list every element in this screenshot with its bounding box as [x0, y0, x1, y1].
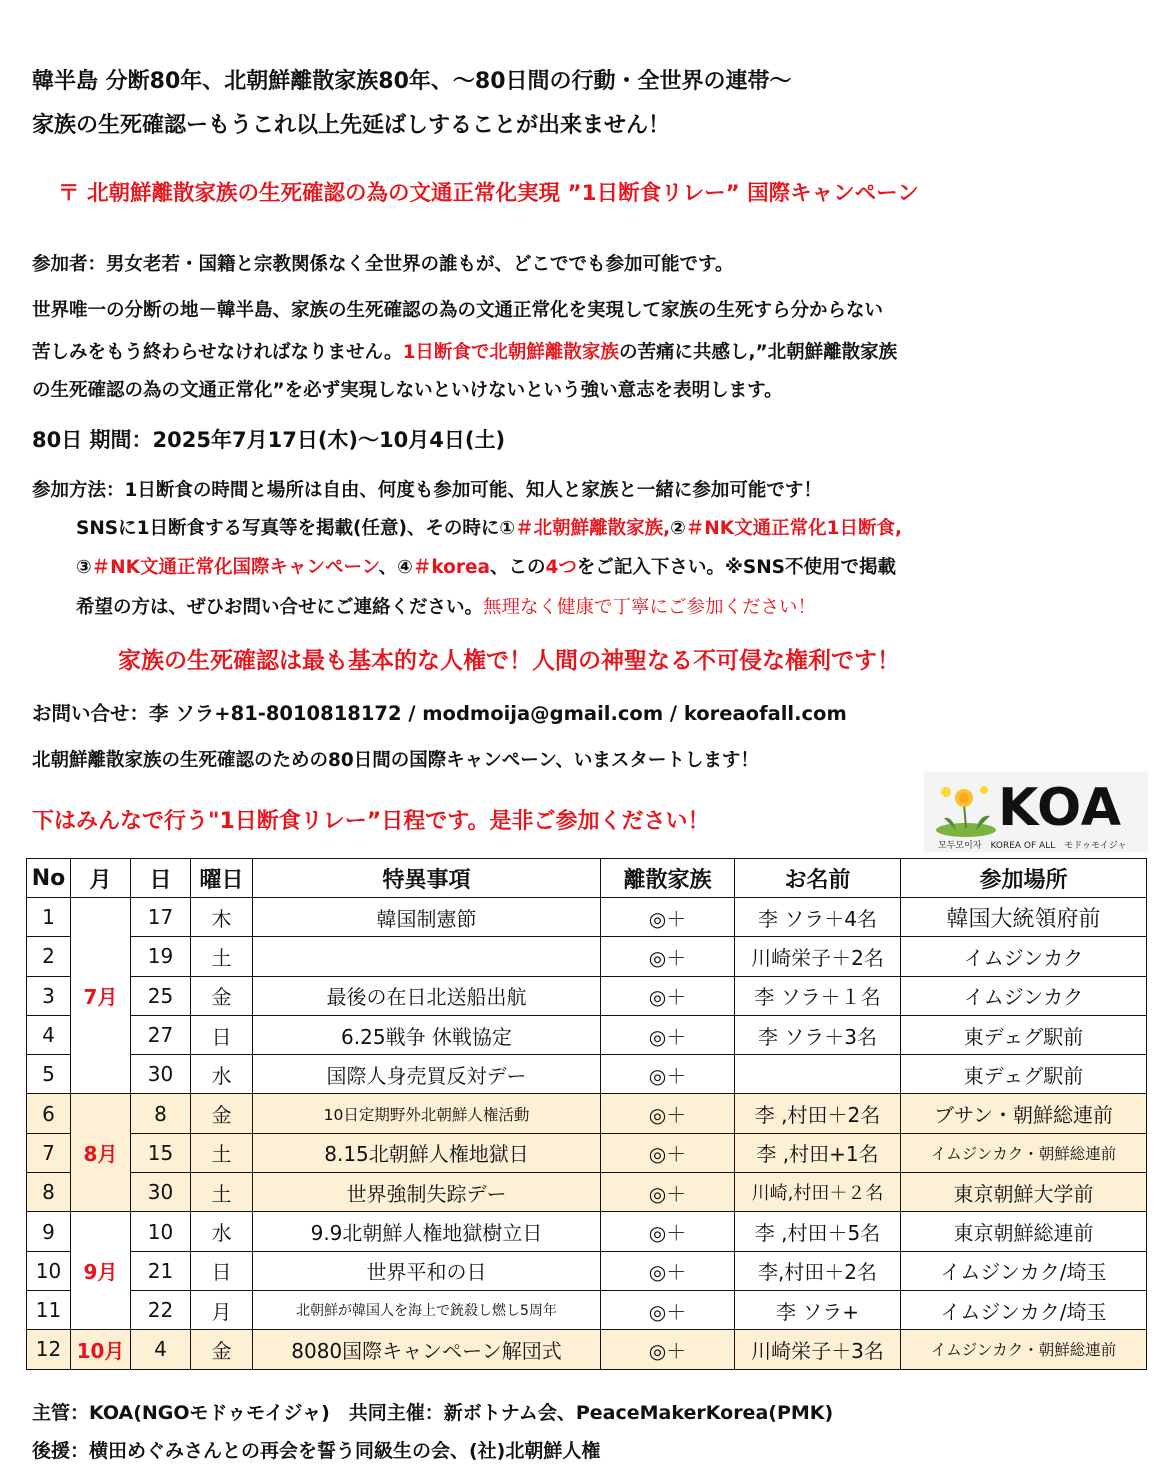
cell-name — [735, 1055, 901, 1094]
schedule-table — [26, 858, 1147, 1370]
cell-place: イムジンカク — [901, 937, 1147, 976]
cell-weekday: 木 — [191, 898, 253, 937]
cell-family: ◎＋ — [601, 1251, 735, 1290]
cell-family: ◎＋ — [601, 1212, 735, 1251]
body-line-1: 世界唯一の分断の地－韓半島、家族の生死確認の為の文通正常化を実現して家族の生死すら分からない — [32, 300, 884, 321]
cell-no: 9 — [27, 1212, 71, 1251]
body-line-2-b: の苦痛に共感し,”北朝鮮離散家族 — [618, 342, 898, 363]
method-line-4 — [76, 593, 816, 619]
cell-place: イムジンカク・朝鮮総連前 — [901, 1330, 1147, 1369]
logo-subtitle: 모두모이자 KOREA OF ALL モドゥモイジャ — [938, 841, 1127, 851]
cell-no: 3 — [27, 976, 71, 1015]
rights-statement: 家族の生死確認は最も基本的な人権で！人間の神聖なる不可侵な権利です！ — [118, 648, 900, 674]
cell-event: 国際人身売買反対デー — [253, 1055, 601, 1094]
cell-place: 東デェグ駅前 — [901, 1015, 1147, 1054]
cell-day: 4 — [131, 1330, 191, 1369]
header-place: 参加場所 — [901, 859, 1147, 898]
cell-family: ◎＋ — [601, 1133, 735, 1172]
cell-day: 19 — [131, 937, 191, 976]
cell-day: 27 — [131, 1015, 191, 1054]
header-name: お名前 — [735, 859, 901, 898]
method-line-3-c: 、この — [490, 557, 546, 578]
cell-no: 11 — [27, 1290, 71, 1329]
cell-event: 6.25戦争 休戦協定 — [253, 1015, 601, 1054]
table-row — [27, 1330, 1147, 1369]
cell-name: 李 ソラ＋4名 — [735, 898, 901, 937]
cell-no: 12 — [27, 1330, 71, 1369]
cell-day: 30 — [131, 1055, 191, 1094]
footer-support: 後援：横田めぐみさんとの再会を誓う同級生の会、(社)北朝鮮人権 — [32, 1440, 601, 1462]
cell-place: ブサン・朝鮮総連前 — [901, 1094, 1147, 1133]
cell-day: 10 — [131, 1212, 191, 1251]
cell-day: 25 — [131, 976, 191, 1015]
method-line-1: 参加方法：1日断食の時間と場所は自由、何度も参加可能、知人と家族と一緒に参加可能です！ — [32, 480, 822, 501]
cell-event: 韓国制憲節 — [253, 898, 601, 937]
cell-name: 李 ,村田＋5名 — [735, 1212, 901, 1251]
cell-weekday: 金 — [191, 1094, 253, 1133]
table-row — [27, 898, 1147, 937]
contact-info: お問い合せ：李 ソラ+81-8010818172 / modmoija@gmail.com / koreaofall.com — [32, 702, 847, 725]
table-row — [27, 1212, 1147, 1251]
cell-place: イムジンカク/埼玉 — [901, 1290, 1147, 1329]
campaign-title: 〒 北朝鮮離散家族の生死確認の為の文通正常化実現 ”1日断食リレー” 国際キャンペーン — [58, 181, 919, 206]
cell-family: ◎＋ — [601, 1015, 735, 1054]
cell-weekday: 土 — [191, 1173, 253, 1212]
hashtag-1: ＃北朝鮮離散家族, — [515, 518, 671, 539]
footer-organizers: 主管：KOA(NGOモドゥモイジャ) 共同主催：新ボトナム会、PeaceMakerKorea(PMK) — [32, 1402, 834, 1424]
header-no: No — [27, 859, 71, 898]
cell-weekday: 金 — [191, 1330, 253, 1369]
table-row — [27, 937, 1147, 976]
cell-family: ◎＋ — [601, 976, 735, 1015]
cell-weekday: 土 — [191, 937, 253, 976]
cell-name: 川崎栄子＋3名 — [735, 1330, 901, 1369]
header-line-1: 韓半島 分断80年、北朝鮮離散家族80年、～80日間の行動・全世界の連帯～ — [32, 69, 792, 94]
cell-event: 北朝鮮が韓国人を海上で銃殺し燃し5周年 — [253, 1290, 601, 1329]
cell-day: 15 — [131, 1133, 191, 1172]
body-line-2-highlight: 1日断食で北朝鮮離散家族 — [402, 342, 619, 363]
cell-no: 2 — [27, 937, 71, 976]
cell-event: 世界強制失踪デー — [253, 1173, 601, 1212]
cell-event — [253, 937, 601, 976]
cell-name: 川崎,村田＋２名 — [735, 1173, 901, 1212]
cell-no: 10 — [27, 1251, 71, 1290]
cell-event: 8.15北朝鮮人権地獄日 — [253, 1133, 601, 1172]
method-line-4-a: 希望の方は、ぜひお問い合せにご連絡ください。 — [76, 597, 484, 618]
cell-weekday: 水 — [191, 1055, 253, 1094]
cell-no: 4 — [27, 1015, 71, 1054]
cell-event: 世界平和の日 — [253, 1251, 601, 1290]
cell-place: 東デェグ駅前 — [901, 1055, 1147, 1094]
cell-place: 韓国大統領府前 — [901, 898, 1147, 937]
cell-weekday: 日 — [191, 1015, 253, 1054]
table-row — [27, 1015, 1147, 1054]
cell-place: イムジンカク/埼玉 — [901, 1251, 1147, 1290]
method-line-2 — [76, 514, 902, 540]
cell-family: ◎＋ — [601, 1173, 735, 1212]
participants-text: 参加者：男女老若・国籍と宗教関係なく全世界の誰もが、どこででも参加可能です。 — [32, 254, 734, 275]
table-header-row — [27, 859, 1147, 898]
four-count: 4つ — [545, 557, 577, 578]
table-row — [27, 976, 1147, 1015]
method-line-2-b: ② — [670, 518, 686, 539]
cell-month-july: 7月 — [71, 898, 131, 1094]
header-day: 日 — [131, 859, 191, 898]
body-line-2 — [32, 338, 897, 364]
cell-weekday: 月 — [191, 1290, 253, 1329]
cell-month-october: 10月 — [71, 1330, 131, 1369]
header-weekday: 曜日 — [191, 859, 253, 898]
cell-no: 8 — [27, 1173, 71, 1212]
cell-family: ◎＋ — [601, 1055, 735, 1094]
cell-day: 17 — [131, 898, 191, 937]
method-line-3-b: 、④ — [378, 557, 413, 578]
cell-weekday: 日 — [191, 1251, 253, 1290]
table-row — [27, 1173, 1147, 1212]
table-row — [27, 1055, 1147, 1094]
cell-event: 10日定期野外北朝鮮人権活動 — [253, 1094, 601, 1133]
cell-place: 東京朝鮮総連前 — [901, 1212, 1147, 1251]
header-event: 特異事項 — [253, 859, 601, 898]
method-line-2-a: SNSに1日断食する写真等を掲載(任意)、その時に① — [76, 518, 516, 539]
period-text: 80日 期間：2025年7月17日(木)～10月4日(土) — [32, 428, 506, 452]
table-row — [27, 1290, 1147, 1329]
table-row — [27, 1251, 1147, 1290]
hashtag-4: ＃korea — [412, 557, 490, 578]
header-line-2: 家族の生死確認ーもうこれ以上先延ばしすることが出来ません！ — [32, 113, 671, 138]
cell-name: 川崎栄子＋2名 — [735, 937, 901, 976]
cell-name: 李 ソラ+ — [735, 1290, 901, 1329]
cell-no: 1 — [27, 898, 71, 937]
cell-place: 東京朝鮮大学前 — [901, 1173, 1147, 1212]
cell-weekday: 土 — [191, 1133, 253, 1172]
cell-family: ◎＋ — [601, 937, 735, 976]
cell-day: 21 — [131, 1251, 191, 1290]
table-row — [27, 1094, 1147, 1133]
cell-name: 李 ソラ＋3名 — [735, 1015, 901, 1054]
cell-name: 李,村田＋2名 — [735, 1251, 901, 1290]
method-line-4-note: 無理なく健康で丁寧にご参加ください！ — [483, 597, 817, 618]
cell-family: ◎＋ — [601, 1290, 735, 1329]
cell-place: イムジンカク — [901, 976, 1147, 1015]
cell-name: 李 ,村田＋2名 — [735, 1094, 901, 1133]
logo-text: KOA — [998, 778, 1123, 838]
cell-no: 5 — [27, 1055, 71, 1094]
method-line-3-d: をご記入下さい。※SNS不使用で掲載 — [576, 557, 897, 578]
cell-weekday: 水 — [191, 1212, 253, 1251]
start-announcement: 北朝鮮離散家族の生死確認のための80日間の国際キャンペーン、いまスタートします！ — [32, 750, 759, 771]
body-line-3: の生死確認の為の文通正常化”を必ず実現しないといけないという強い意志を表明します。 — [32, 380, 783, 401]
cell-month-august: 8月 — [71, 1094, 131, 1212]
cell-no: 7 — [27, 1133, 71, 1172]
cell-name: 李 ,村田+1名 — [735, 1133, 901, 1172]
header-family: 離散家族 — [601, 859, 735, 898]
cell-event: 9.9北朝鮮人権地獄樹立日 — [253, 1212, 601, 1251]
cell-event: 最後の在日北送船出航 — [253, 976, 601, 1015]
cell-day: 30 — [131, 1173, 191, 1212]
hashtag-2: ＃NK文通正常化1日断食, — [685, 518, 903, 539]
cell-event: 8080国際キャンペーン解団式 — [253, 1330, 601, 1369]
table-row — [27, 1133, 1147, 1172]
cell-place: イムジンカク・朝鮮総連前 — [901, 1133, 1147, 1172]
cell-no: 6 — [27, 1094, 71, 1133]
cell-month-september: 9月 — [71, 1212, 131, 1330]
cell-weekday: 金 — [191, 976, 253, 1015]
koa-logo — [924, 772, 1148, 852]
cell-family: ◎＋ — [601, 1094, 735, 1133]
schedule-intro: 下はみんなで行う"1日断食リレー”日程です。是非ご参加ください！ — [32, 809, 710, 834]
header-month: 月 — [71, 859, 131, 898]
cell-family: ◎＋ — [601, 898, 735, 937]
cell-name: 李 ソラ＋１名 — [735, 976, 901, 1015]
cell-day: 22 — [131, 1290, 191, 1329]
cell-day: 8 — [131, 1094, 191, 1133]
dandelion-icon — [934, 778, 998, 838]
hashtag-3: ＃NK文通正常化国際キャンペーン — [91, 557, 379, 578]
method-line-3 — [76, 553, 896, 579]
method-line-3-a: ③ — [76, 557, 92, 578]
body-line-2-a: 苦しみをもう終わらせなければなりません。 — [32, 342, 403, 363]
cell-family: ◎＋ — [601, 1330, 735, 1369]
